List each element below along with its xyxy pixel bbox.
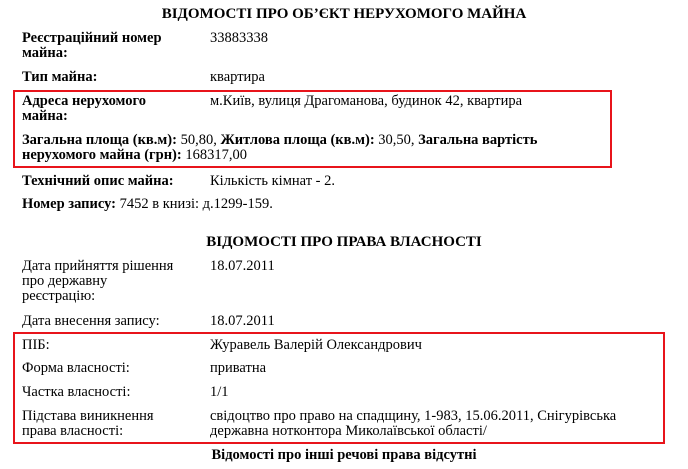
area-living-label: Житлова площа (кв.м): xyxy=(220,132,375,148)
property-type-value: квартира xyxy=(210,69,265,85)
record-number-label: Номер запису: xyxy=(22,196,116,212)
cost-label-line1: Загальна вартість xyxy=(418,132,538,148)
other-rights-note: Відомості про інші речові права відсутні xyxy=(211,447,477,463)
ownership-form-label: Форма власності: xyxy=(22,360,130,376)
area-line1 xyxy=(22,133,537,148)
decision-date-value: 18.07.2011 xyxy=(210,258,275,274)
tech-description-value: Кількість кімнат - 2. xyxy=(210,173,335,189)
decision-date-label-line1: Дата прийняття рішення xyxy=(22,258,174,274)
pib-label: ПІБ: xyxy=(22,337,50,353)
address-label-line1: Адреса нерухомого xyxy=(22,93,146,109)
ownership-share-label: Частка власності: xyxy=(22,384,131,400)
entry-date-value: 18.07.2011 xyxy=(210,313,275,329)
ownership-share-value: 1/1 xyxy=(210,384,229,400)
record-number-value: 7452 в книзі: д.1299-159. xyxy=(115,196,273,212)
ownership-basis-value-line1: свідоцтво про право на спадщину, 1-983, 15.06.2011, Снігурівська xyxy=(210,408,617,424)
property-type-label: Тип майна: xyxy=(22,69,98,85)
ownership-basis-label-line2: права власності: xyxy=(22,423,124,439)
area-total-value: 50,80, xyxy=(176,132,221,148)
decision-date-label-line2: про державну xyxy=(22,273,108,289)
cost-label-line2: нерухомого майна (грн): xyxy=(22,147,182,163)
pib-value: Журавель Валерій Олександрович xyxy=(210,337,422,353)
address-label-line2: майна: xyxy=(22,108,68,124)
area-total-label: Загальна площа (кв.м): xyxy=(22,132,177,148)
decision-date-label-line3: реєстрацію: xyxy=(22,288,96,304)
address-value: м.Київ, вулиця Драгоманова, будинок 42, квартира xyxy=(210,93,523,109)
reg-number-value: 33883338 xyxy=(210,30,268,46)
reg-number-label-line1: Реєстраційний номер xyxy=(22,30,162,46)
cost-value: 168317,00 xyxy=(181,147,247,163)
section-title-ownership: ВІДОМОСТІ ПРО ПРАВА ВЛАСНОСТІ xyxy=(206,234,482,250)
reg-number-label-line2: майна: xyxy=(22,45,68,61)
section-title-property: ВІДОМОСТІ ПРО ОБ’ЄКТ НЕРУХОМОГО МАЙНА xyxy=(161,6,527,22)
ownership-basis-value-line2: державна нотконтора Миколаївської області/ xyxy=(210,423,487,439)
area-line2 xyxy=(22,148,247,163)
ownership-form-value: приватна xyxy=(210,360,267,376)
area-living-value: 30,50, xyxy=(374,132,419,148)
tech-description-label: Технічний опис майна: xyxy=(22,173,174,189)
entry-date-label: Дата внесення запису: xyxy=(22,313,160,329)
ownership-basis-label-line1: Підстава виникнення xyxy=(22,408,154,424)
record-number-line xyxy=(22,197,273,212)
